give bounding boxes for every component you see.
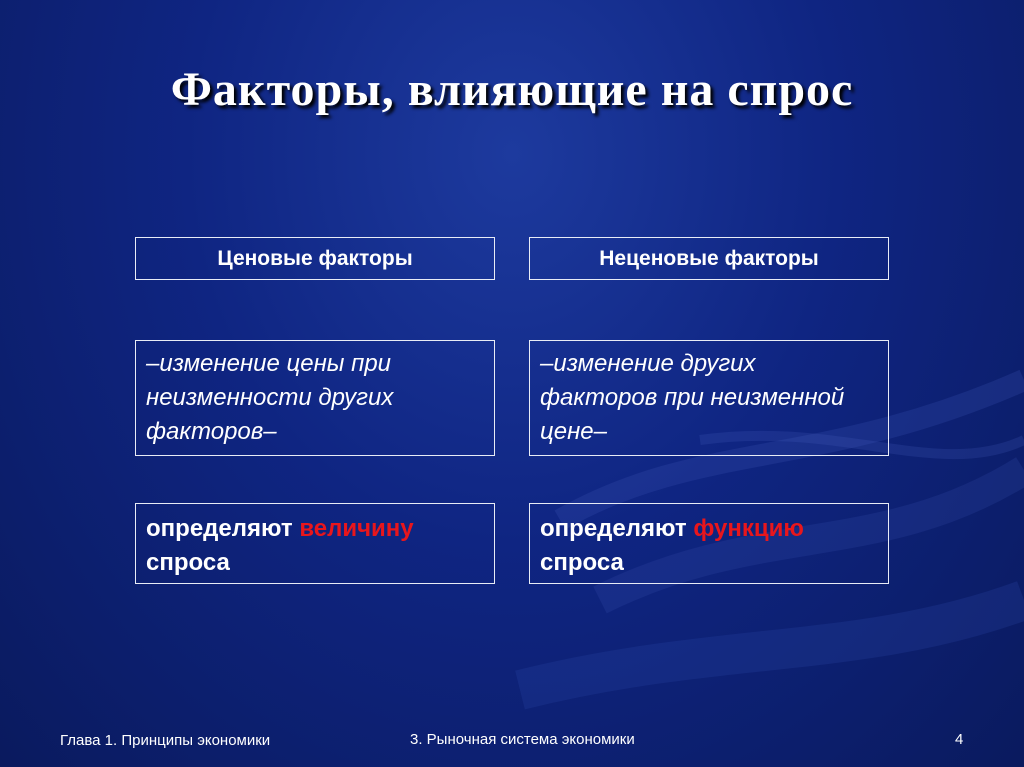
price-factors-description-text: –изменение цены при неизменности других факторов– [146,350,394,445]
non-price-factors-description [529,340,889,456]
footer-chapter: Глава 1. Принципы экономики [60,732,271,749]
price-conclusion-suffix: спроса [146,549,230,576]
slide-title: Факторы, влияющие на спрос [170,63,854,116]
non-price-factors-conclusion [529,503,889,584]
price-factors-description [135,340,495,456]
non-price-conclusion-highlight: функцию [693,515,804,542]
price-factors-heading-text: Ценовые факторы [217,246,413,270]
price-conclusion-highlight: величину [299,515,414,542]
footer-section: 3. Рыночная система экономики [410,731,635,748]
non-price-factors-heading-text: Неценовые факторы [599,246,819,270]
price-conclusion-prefix: определяют [146,515,293,542]
non-price-conclusion-prefix: определяют [540,515,687,542]
page-number: 4 [955,731,964,748]
price-factors-heading [135,237,495,280]
non-price-factors-description-text: –изменение других факторов при неизменной цене– [540,350,845,445]
non-price-factors-heading [529,237,889,280]
non-price-conclusion-suffix: спроса [540,549,624,576]
price-factors-conclusion [135,503,495,584]
